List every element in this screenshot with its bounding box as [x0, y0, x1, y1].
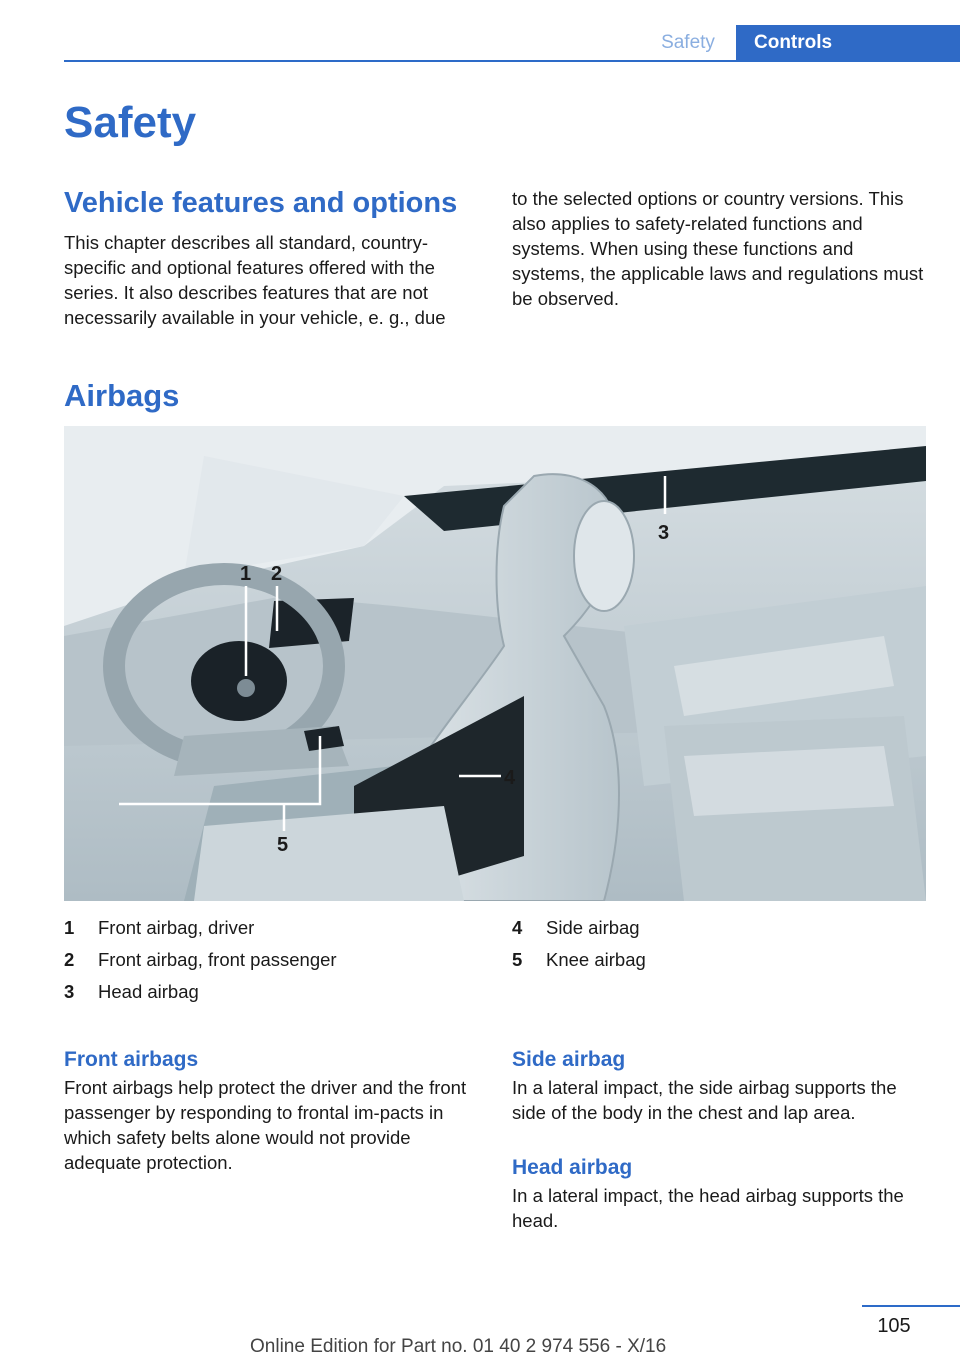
- legend-num: 5: [512, 949, 523, 970]
- front-airbags-heading: Front airbags: [64, 1048, 199, 1071]
- airbag-illustration: [64, 426, 926, 901]
- callout-3: 3: [658, 522, 670, 544]
- legend-item: [512, 912, 932, 944]
- footer-edition: Online Edition for Part no. 01 40 2 974 556 - X/16: [250, 1336, 667, 1357]
- vehicle-features-text-left: This chapter describes all standard, country-specific and optional features offered with the series. It also describes features that are not necessarily available in your vehicle, e. g., due: [64, 232, 446, 328]
- legend-num: 1: [64, 917, 75, 938]
- side-airbag-heading: Side airbag: [512, 1048, 626, 1071]
- legend-num: 4: [512, 917, 523, 938]
- legend-label: Head airbag: [98, 981, 199, 1002]
- callout-4: 4: [504, 767, 516, 789]
- header-tab-controls: Controls: [736, 25, 960, 61]
- side-airbag-section: [512, 1047, 932, 1125]
- header-tab-safety: Safety: [661, 32, 715, 53]
- page-number: 105: [877, 1315, 911, 1337]
- legend-item: [512, 944, 932, 976]
- head-airbag-section: [512, 1155, 932, 1233]
- vehicle-features-text-right: to the selected options or country versions. This also applies to safety-related functions and systems. When using these functions and systems, the applicable laws and regulations must be observed.: [512, 188, 924, 309]
- callout-2: 2: [271, 563, 283, 585]
- legend-item: [64, 912, 484, 944]
- legend-label: Knee airbag: [546, 949, 646, 970]
- legend-num: 3: [64, 981, 75, 1002]
- airbags-heading: Airbags: [64, 378, 180, 413]
- vehicle-features-continued: [512, 186, 926, 311]
- front-airbags-section: [64, 1047, 474, 1175]
- callout-1: 1: [240, 563, 252, 585]
- footer-rule: [862, 1305, 960, 1307]
- legend-label: Side airbag: [546, 917, 640, 938]
- legend-item: [64, 976, 484, 1008]
- front-airbags-text: Front airbags help protect the driver and the front passenger by responding to frontal im-pacts in which safety belts alone would not provide adequate protection.: [64, 1077, 467, 1173]
- page-title: Safety: [64, 98, 197, 147]
- callout-5: 5: [277, 834, 289, 856]
- legend-item: [64, 944, 484, 976]
- legend-num: 2: [64, 949, 75, 970]
- vehicle-features-section: [64, 186, 474, 330]
- head-airbag-text: In a lateral impact, the head airbag supports the head.: [512, 1185, 904, 1231]
- header-rule: [64, 60, 960, 62]
- vehicle-features-heading: Vehicle features and options: [64, 187, 458, 219]
- legend-label: Front airbag, front passenger: [98, 949, 337, 970]
- legend-right: [512, 912, 932, 976]
- legend-left: [64, 912, 484, 1008]
- legend-label: Front airbag, driver: [98, 917, 255, 938]
- side-airbag-text: In a lateral impact, the side airbag supports the side of the body in the chest and lap area.: [512, 1077, 897, 1123]
- head-airbag-heading: Head airbag: [512, 1156, 633, 1179]
